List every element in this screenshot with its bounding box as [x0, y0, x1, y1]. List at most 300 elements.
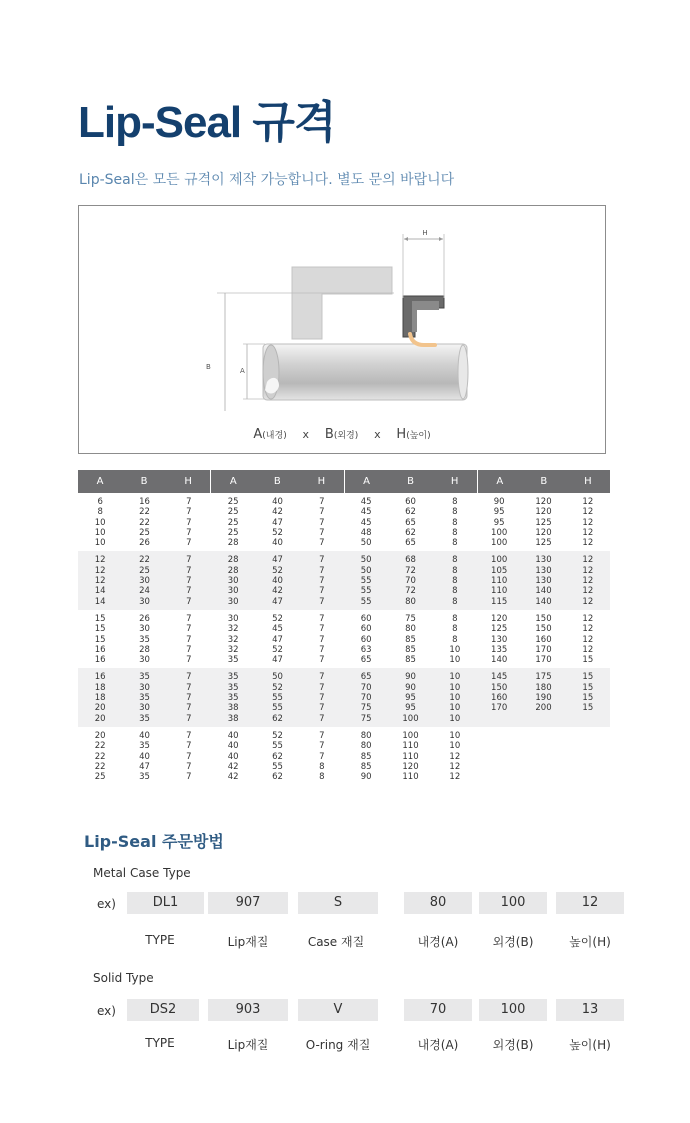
table-column-group [344, 672, 477, 723]
table-cell: 45 [360, 507, 372, 518]
table-cell: 42 [227, 761, 239, 772]
table-cell: 7 [186, 751, 192, 762]
table-cell: 55 [360, 576, 372, 587]
table-cell: 25 [94, 772, 106, 783]
table-column-group [211, 497, 344, 548]
table-cell: 12 [582, 624, 594, 635]
table-row [344, 555, 477, 565]
table-cell: 7 [319, 596, 325, 607]
column-header: H [584, 476, 592, 487]
table-row [211, 635, 344, 645]
table-cell: 8 [97, 507, 103, 518]
table-row [344, 672, 477, 682]
table-cell: 52 [272, 682, 283, 693]
table-cell: 100 [491, 555, 508, 566]
table-row [78, 731, 211, 741]
table-cell: 95 [493, 517, 505, 528]
table-cell: 105 [491, 565, 508, 576]
table-row [211, 576, 344, 586]
table-cell: 50 [360, 555, 372, 566]
table-row [211, 693, 344, 703]
table-row [78, 693, 211, 703]
table-row [211, 538, 344, 548]
table-cell: 120 [535, 507, 552, 518]
table-cell: 20 [94, 730, 106, 741]
table-row [344, 507, 477, 517]
table-cell: 7 [319, 527, 325, 538]
table-cell: 42 [272, 586, 283, 597]
table-cell: 7 [186, 507, 192, 518]
table-row [477, 683, 610, 693]
table-cell: 52 [272, 527, 283, 538]
table-row [477, 703, 610, 713]
table-cell: 7 [186, 555, 192, 566]
dim-h-label: H [422, 229, 428, 237]
table-cell: 30 [227, 613, 239, 624]
table-column-group [477, 672, 610, 723]
table-cell: 7 [186, 772, 192, 783]
table-cell: 22 [139, 555, 150, 566]
table-cell: 7 [319, 682, 325, 693]
table-column-group [344, 497, 477, 548]
table-cell: 12 [582, 634, 594, 645]
table-cell: 100 [491, 538, 508, 549]
table-row [78, 683, 211, 693]
dim-a-label: A [240, 367, 245, 375]
table-row [344, 518, 477, 528]
table-row [344, 538, 477, 548]
table-row [78, 614, 211, 624]
table-cell: 15 [582, 672, 594, 683]
table-row [78, 538, 211, 548]
table-cell: 25 [227, 527, 239, 538]
table-cell: 12 [582, 555, 594, 566]
table-cell: 7 [186, 613, 192, 624]
page-title: Lip-Seal 규격 [78, 98, 336, 147]
table-cell: 10 [449, 655, 461, 666]
table-cell: 8 [452, 613, 458, 624]
table-row [211, 741, 344, 751]
table-cell: 130 [535, 565, 552, 576]
table-cell: 8 [452, 527, 458, 538]
table-cell: 140 [491, 655, 508, 666]
table-cell: 18 [94, 682, 106, 693]
table-cell: 26 [139, 613, 150, 624]
table-cell: 38 [227, 703, 239, 714]
table-row [477, 597, 610, 607]
table-cell: 125 [535, 538, 552, 549]
table-cell: 100 [402, 730, 419, 741]
table-cell: 12 [582, 596, 594, 607]
table-cell: 38 [227, 713, 239, 724]
table-cell: 7 [319, 613, 325, 624]
table-cell: 12 [94, 555, 106, 566]
table-row [78, 566, 211, 576]
table-cell: 85 [360, 761, 372, 772]
spec-table-body [78, 493, 610, 785]
table-row [211, 683, 344, 693]
table-row [344, 528, 477, 538]
metal-outer-caption: 외경(B) [492, 935, 534, 949]
table-cell: 80 [405, 624, 416, 635]
table-row-block [78, 551, 610, 609]
lip-seal-diagram [78, 205, 606, 454]
table-cell: 110 [402, 741, 419, 752]
table-row [78, 635, 211, 645]
table-row [211, 555, 344, 565]
table-cell: 110 [402, 772, 419, 783]
table-cell: 24 [139, 586, 150, 597]
column-header: B [273, 476, 281, 487]
table-cell: 12 [582, 507, 594, 518]
table-cell: 30 [139, 576, 150, 587]
table-column-group [344, 555, 477, 606]
table-cell: 12 [449, 772, 461, 783]
table-cell: 8 [452, 565, 458, 576]
table-cell: 30 [227, 576, 239, 587]
table-row [211, 772, 344, 782]
table-cell: 150 [535, 613, 552, 624]
table-cell: 130 [491, 634, 508, 645]
table-row [344, 597, 477, 607]
table-cell: 7 [186, 586, 192, 597]
table-cell: 35 [227, 682, 239, 693]
table-cell: 15 [94, 624, 106, 635]
table-cell: 12 [582, 527, 594, 538]
table-cell: 7 [186, 644, 192, 655]
table-row [477, 538, 610, 548]
table-cell: 170 [535, 644, 552, 655]
table-cell: 32 [227, 634, 239, 645]
table-cell: 7 [319, 730, 325, 741]
table-cell: 85 [405, 644, 416, 655]
table-cell: 10 [94, 517, 106, 528]
table-cell: 16 [94, 672, 106, 683]
table-cell: 62 [272, 713, 283, 724]
table-cell: 15 [582, 703, 594, 714]
table-cell: 7 [319, 644, 325, 655]
table-cell: 10 [449, 730, 461, 741]
table-cell: 10 [449, 741, 461, 752]
table-cell: 15 [582, 682, 594, 693]
table-cell: 80 [360, 730, 372, 741]
table-cell: 7 [186, 713, 192, 724]
column-header: A [96, 476, 104, 487]
table-cell: 8 [452, 596, 458, 607]
table-cell: 140 [535, 586, 552, 597]
table-row [344, 772, 477, 782]
table-cell: 7 [186, 761, 192, 772]
table-cell: 12 [582, 538, 594, 549]
table-cell: 22 [94, 761, 106, 772]
table-cell: 40 [272, 576, 283, 587]
table-cell: 80 [405, 596, 416, 607]
column-header: H [184, 476, 192, 487]
table-cell: 7 [319, 751, 325, 762]
table-cell: 40 [227, 730, 239, 741]
table-cell: 62 [405, 507, 416, 518]
table-cell: 8 [452, 634, 458, 645]
table-cell: 60 [360, 613, 372, 624]
table-cell: 30 [139, 596, 150, 607]
table-cell: 22 [94, 741, 106, 752]
metal-outer-box: 100 [479, 892, 547, 914]
metal-case-caption: Case 재질 [307, 935, 365, 949]
table-cell: 180 [535, 682, 552, 693]
table-row [344, 752, 477, 762]
lip-seal-drawing [79, 206, 607, 455]
table-row [211, 507, 344, 517]
table-cell: 160 [535, 634, 552, 645]
table-cell: 14 [94, 586, 106, 597]
formula-h: H [396, 427, 407, 442]
table-cell: 115 [491, 596, 508, 607]
metal-height-box: 12 [556, 892, 624, 914]
table-cell: 7 [186, 703, 192, 714]
table-cell: 7 [186, 596, 192, 607]
table-row [211, 624, 344, 634]
formula-a: A [253, 427, 263, 442]
solid-height-box: 13 [556, 999, 624, 1021]
table-row [344, 703, 477, 713]
table-cell: 50 [272, 672, 283, 683]
table-cell: 20 [94, 703, 106, 714]
table-column-group [211, 672, 344, 723]
table-row [477, 555, 610, 565]
table-row-block [78, 668, 610, 726]
header-group [78, 470, 210, 493]
table-row [78, 518, 211, 528]
table-cell: 65 [360, 655, 372, 666]
table-cell: 16 [139, 497, 150, 507]
seal-case-shape [412, 301, 439, 332]
table-cell: 7 [319, 693, 325, 704]
table-cell: 55 [360, 596, 372, 607]
formula-x1: x [302, 428, 310, 441]
table-cell: 10 [449, 713, 461, 724]
table-cell: 30 [139, 655, 150, 666]
table-cell: 85 [405, 655, 416, 666]
table-cell: 18 [94, 693, 106, 704]
table-row-block [78, 493, 610, 551]
table-cell: 15 [582, 693, 594, 704]
metal-inner-caption: 내경(A) [417, 935, 459, 949]
table-cell: 68 [405, 555, 416, 566]
table-cell: 52 [272, 565, 283, 576]
table-row [78, 672, 211, 682]
table-row [211, 497, 344, 507]
order-section-title: Lip-Seal 주문방법 [84, 832, 224, 851]
table-cell: 7 [186, 730, 192, 741]
metal-ex-label: ex) [97, 897, 116, 911]
table-cell: 75 [360, 713, 372, 724]
table-cell: 145 [491, 672, 508, 683]
column-header: H [450, 476, 459, 487]
table-cell: 7 [186, 527, 192, 538]
header-group [210, 470, 343, 493]
table-row [211, 597, 344, 607]
table-row [344, 741, 477, 751]
table-cell: 28 [227, 538, 239, 549]
table-cell: 22 [139, 517, 150, 528]
table-column-group [477, 497, 610, 548]
table-cell: 40 [139, 751, 150, 762]
table-cell: 55 [360, 586, 372, 597]
table-cell: 35 [227, 672, 239, 683]
shaft-shape [263, 344, 467, 400]
table-row [344, 576, 477, 586]
table-cell: 7 [186, 655, 192, 666]
solid-outer-caption: 외경(B) [492, 1038, 534, 1052]
table-cell: 110 [491, 586, 508, 597]
table-cell: 7 [186, 517, 192, 528]
table-cell: 7 [186, 576, 192, 587]
table-row [211, 645, 344, 655]
table-column-group [78, 614, 211, 665]
table-cell: 120 [402, 761, 419, 772]
table-cell: 7 [186, 682, 192, 693]
table-cell: 7 [319, 624, 325, 635]
table-cell: 30 [227, 596, 239, 607]
table-row [78, 507, 211, 517]
table-cell: 22 [94, 751, 106, 762]
table-cell: 12 [94, 576, 106, 587]
table-cell: 35 [227, 693, 239, 704]
table-cell: 25 [139, 527, 150, 538]
table-column-group [78, 672, 211, 723]
table-cell: 35 [139, 741, 150, 752]
table-cell: 100 [491, 527, 508, 538]
table-cell: 47 [272, 517, 283, 528]
solid-ex-label: ex) [97, 1004, 116, 1018]
table-cell: 25 [139, 565, 150, 576]
table-row-block [78, 610, 610, 668]
table-cell: 40 [139, 730, 150, 741]
dimension-formula [79, 427, 605, 442]
table-cell: 12 [94, 565, 106, 576]
table-cell: 12 [582, 497, 594, 507]
table-cell: 120 [491, 613, 508, 624]
table-row [78, 555, 211, 565]
column-header: A [363, 476, 370, 487]
header-group [344, 470, 477, 493]
table-cell: 15 [94, 613, 106, 624]
table-cell: 12 [582, 565, 594, 576]
table-row [211, 731, 344, 741]
table-cell: 12 [582, 644, 594, 655]
table-row [78, 741, 211, 751]
table-cell: 62 [272, 772, 283, 783]
metal-height-caption: 높이(H) [569, 935, 611, 949]
column-header: B [540, 476, 548, 487]
table-cell: 110 [491, 576, 508, 587]
table-row [344, 624, 477, 634]
formula-a-note: (내경) [262, 431, 287, 441]
metal-lip-caption: Lip재질 [227, 935, 269, 949]
table-cell: 90 [493, 497, 505, 507]
table-row [344, 586, 477, 596]
table-cell: 12 [582, 576, 594, 587]
table-cell: 35 [139, 693, 150, 704]
column-header: A [229, 476, 237, 487]
table-cell: 55 [272, 693, 283, 704]
table-row [78, 576, 211, 586]
table-cell: 55 [272, 703, 283, 714]
table-cell: 40 [272, 497, 283, 507]
table-cell: 7 [319, 634, 325, 645]
table-cell: 72 [405, 586, 416, 597]
column-header: B [140, 476, 148, 487]
page-subtitle: Lip-Seal은 모든 규격이 제작 가능합니다. 별도 문의 바랍니다 [79, 172, 455, 188]
column-header: H [317, 476, 326, 487]
table-cell: 10 [449, 703, 461, 714]
table-cell: 190 [535, 693, 552, 704]
table-row [78, 497, 211, 507]
table-cell: 7 [319, 538, 325, 549]
table-row [477, 497, 610, 507]
solid-type-box: DS2 [127, 999, 199, 1021]
table-cell: 135 [491, 644, 508, 655]
table-cell: 35 [139, 772, 150, 783]
table-row [344, 655, 477, 665]
table-column-group [78, 731, 211, 782]
table-cell: 7 [319, 586, 325, 597]
table-row [211, 714, 344, 724]
table-row [211, 518, 344, 528]
table-column-group [344, 731, 477, 782]
table-cell: 75 [360, 703, 372, 714]
table-row [211, 586, 344, 596]
table-row-block [78, 727, 610, 785]
table-cell: 7 [186, 741, 192, 752]
table-cell: 35 [227, 655, 239, 666]
table-row [344, 731, 477, 741]
table-cell: 52 [272, 644, 283, 655]
solid-type-label: Solid Type [93, 971, 154, 985]
table-cell: 150 [535, 624, 552, 635]
table-cell: 7 [319, 741, 325, 752]
table-cell: 8 [452, 507, 458, 518]
table-cell: 7 [319, 672, 325, 683]
table-cell: 7 [319, 507, 325, 518]
table-cell: 65 [405, 538, 416, 549]
table-cell: 65 [360, 672, 372, 683]
formula-h-note: (높이) [406, 431, 431, 441]
table-cell: 50 [360, 538, 372, 549]
table-cell: 8 [452, 517, 458, 528]
table-cell: 47 [139, 761, 150, 772]
table-row [211, 703, 344, 713]
table-cell: 8 [452, 576, 458, 587]
solid-inner-box: 70 [404, 999, 472, 1021]
table-cell: 200 [535, 703, 552, 714]
table-cell: 170 [491, 703, 508, 714]
table-cell: 125 [491, 624, 508, 635]
metal-inner-box: 80 [404, 892, 472, 914]
table-row [78, 645, 211, 655]
table-column-group [211, 555, 344, 606]
table-cell: 47 [272, 555, 283, 566]
dim-b-label: B [206, 363, 211, 371]
table-row [477, 518, 610, 528]
table-cell: 8 [319, 761, 325, 772]
table-cell: 25 [227, 507, 239, 518]
table-cell: 7 [319, 576, 325, 587]
table-cell: 47 [272, 655, 283, 666]
solid-oring-box: V [298, 999, 378, 1021]
table-cell: 90 [405, 672, 416, 683]
table-cell: 140 [535, 596, 552, 607]
